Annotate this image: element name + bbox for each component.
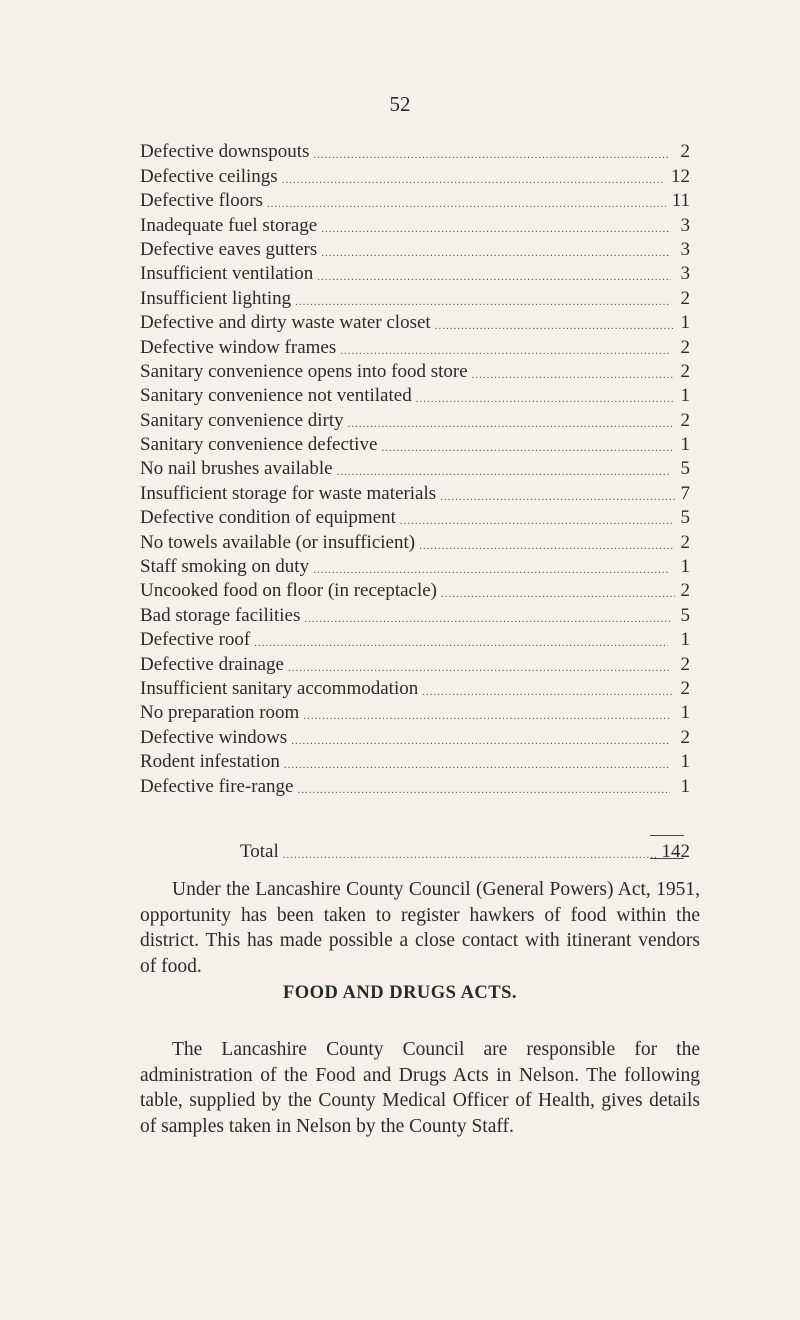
list-item [140,701,690,725]
item-count: 2 [680,409,690,431]
list-item [140,603,690,627]
item-count: 2 [680,580,690,602]
item-label: Defective roof [140,629,251,651]
dot-leader [284,756,669,774]
item-label: Inadequate fuel storage [140,214,318,236]
item-count: 3 [680,238,690,260]
dot-leader [321,220,670,238]
item-label: No towels available (or insufficient) [140,531,416,553]
dot-leader [313,146,670,164]
dot-leader [297,781,669,799]
item-label: Insufficient sanitary accommodation [140,677,419,699]
item-count: 2 [680,726,690,748]
list-item [140,506,690,530]
item-count: 2 [680,677,690,699]
list-item [140,262,690,286]
item-label: Rodent infestation [140,751,280,773]
list-item [140,311,690,335]
list-item [140,628,690,652]
dot-leader [416,390,674,408]
dot-leader [313,561,670,579]
item-label: Defective fire-range [140,775,294,797]
dot-leader [440,488,674,506]
page-number: 52 [389,92,411,116]
item-label: Sanitary convenience not ventilated [140,385,412,407]
item-count: 2 [680,653,690,675]
list-item [140,750,690,774]
list-item [140,213,690,237]
item-count: 1 [680,556,690,578]
dot-leader [472,366,675,384]
item-label: Defective and dirty waste water closet [140,312,431,334]
dot-leader [304,610,670,628]
list-item [140,189,690,213]
item-count: 1 [680,629,690,651]
dot-leader [422,683,674,701]
item-label: Defective windows [140,726,288,748]
list-item [140,481,690,505]
item-count: 2 [680,360,690,382]
list-item [140,408,690,432]
item-label: Defective downspouts [140,141,310,163]
dot-leader [282,171,665,189]
item-count: 5 [680,507,690,529]
list-item [140,384,690,408]
item-label: Sanitary convenience defective [140,434,378,456]
dot-leader [295,293,670,311]
item-count: 2 [680,141,690,163]
item-label: Defective eaves gutters [140,238,318,260]
list-item [140,677,690,701]
dot-leader [303,707,670,725]
item-count: 5 [680,604,690,626]
item-label: No preparation room [140,702,300,724]
list-item [140,286,690,310]
item-label: Insufficient lighting [140,287,292,309]
item-label: Insufficient ventilation [140,263,314,285]
item-label: Bad storage facilities [140,604,301,626]
item-count: 1 [680,434,690,456]
item-count: 1 [680,775,690,797]
list-item [140,725,690,749]
item-label: Defective floors [140,190,263,212]
list-item [140,555,690,579]
list-item [140,652,690,676]
item-count: 2 [680,531,690,553]
dot-leader [288,659,669,677]
item-count: 3 [680,214,690,236]
list-item [140,238,690,262]
total-row [240,840,690,864]
defects-list [140,140,690,799]
total-rule-bottom [650,858,684,859]
hawkers-paragraph: Under the Lancashire County Council (General Powers) Act, 1951, opportunity has been taken to register hawkers of food within the district. This has made possible a close contact with itinerant vendors of food. [140,879,700,977]
list-item [140,433,690,457]
total-label: Total [240,841,279,863]
item-label: Sanitary convenience opens into food store [140,360,468,382]
item-count: 1 [680,312,690,334]
list-item [140,360,690,384]
dot-leader [381,439,673,457]
item-label: Staff smoking on duty [140,556,310,578]
item-count: 1 [680,751,690,773]
item-count: 7 [680,482,690,504]
item-label: Defective drainage [140,653,284,675]
item-count: 3 [680,263,690,285]
dot-leader [400,512,674,530]
item-label: Insufficient storage for waste materials [140,482,437,504]
dot-leader [254,634,668,652]
dot-leader [340,342,671,360]
section-heading: FOOD AND DRUGS ACTS. [282,983,518,1003]
list-item [140,457,690,481]
total-count: 142 [661,841,690,863]
list-item [140,140,690,164]
item-count: 2 [680,336,690,358]
list-item [140,164,690,188]
dot-leader [419,537,674,555]
item-label: No nail brushes available [140,458,333,480]
item-label: Defective condition of equipment [140,507,396,529]
item-count: 12 [671,165,690,187]
list-item [140,579,690,603]
list-item [140,530,690,554]
list-item [140,335,690,359]
item-label: Sanitary convenience dirty [140,409,344,431]
item-count: 1 [680,385,690,407]
dot-leader [317,268,670,286]
dot-leader [435,317,675,335]
dot-leader [291,732,669,750]
item-count: 5 [680,458,690,480]
item-label: Defective window frames [140,336,337,358]
item-label: Defective ceilings [140,165,278,187]
dot-leader [283,846,656,864]
dot-leader [348,415,672,433]
item-count: 11 [671,190,690,212]
item-label: Uncooked food on floor (in receptacle) [140,580,438,602]
dot-leader [337,463,672,481]
dot-leader [267,195,666,213]
dot-leader [441,585,674,603]
food-drugs-paragraph: The Lancashire County Council are responsible for the administration of the Food and Drugs Acts in Nelson. The following table, supplied by the County Medical Officer of Health, gives details of samples taken in Nelson by the County Staff. [140,1039,700,1137]
item-count: 1 [680,702,690,724]
total-rule-top [650,835,684,836]
item-count: 2 [680,287,690,309]
dot-leader [321,244,670,262]
list-item [140,774,690,798]
